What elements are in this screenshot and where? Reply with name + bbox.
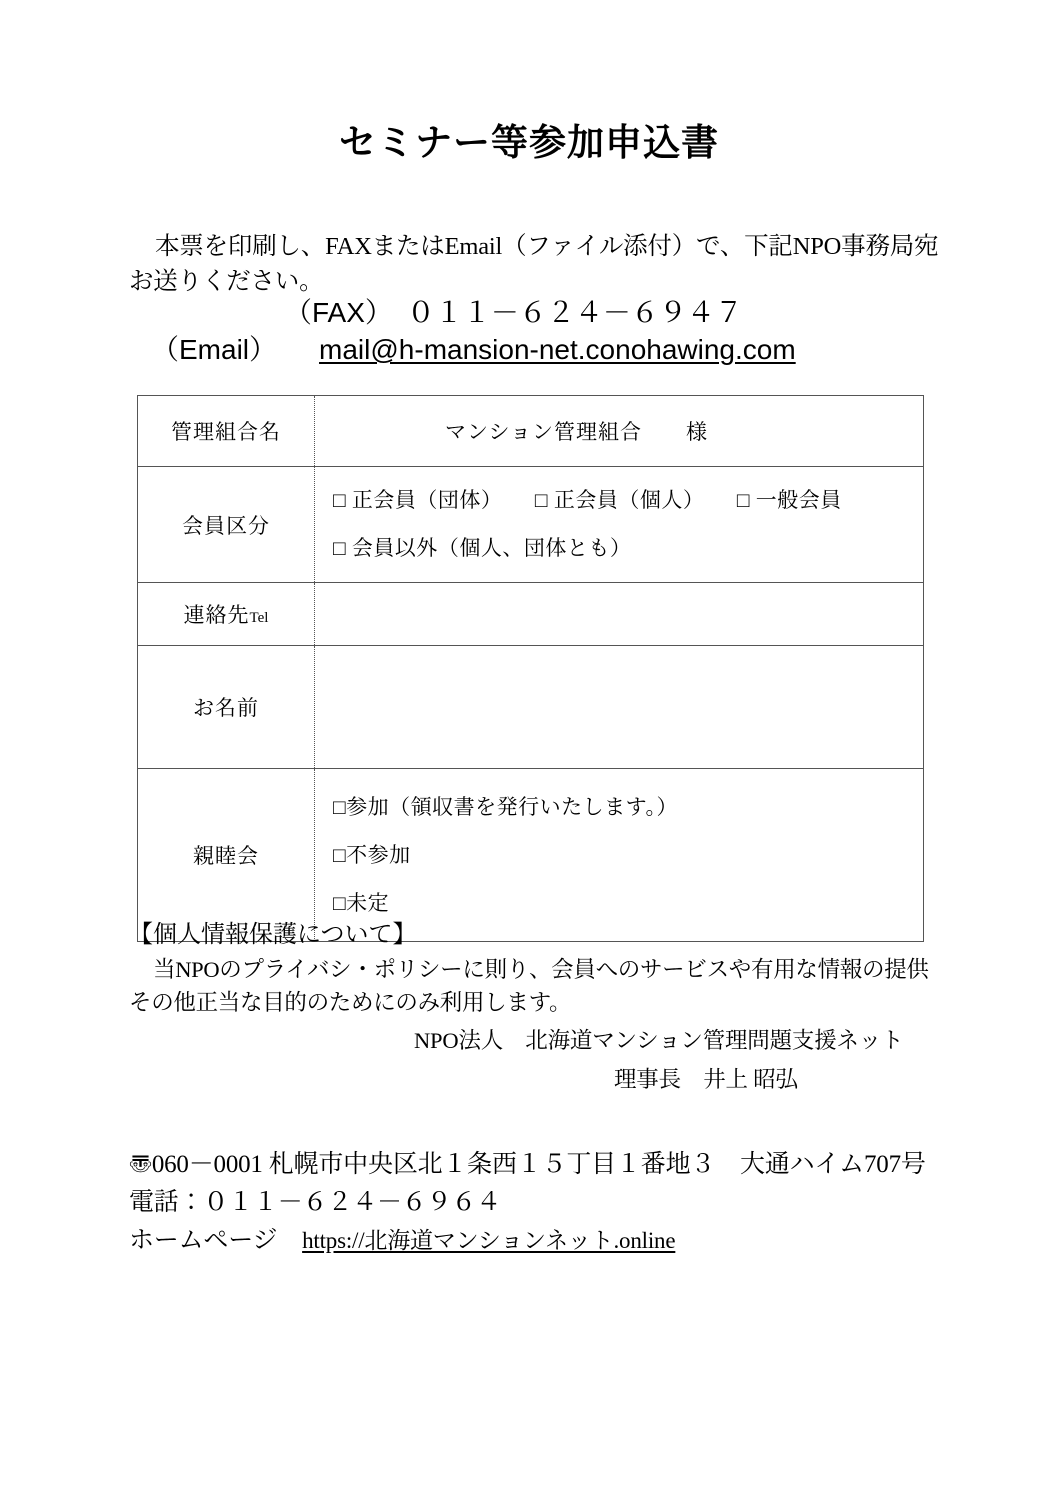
membership-checkbox-line-2[interactable]: □ 会員以外（個人、団体とも） (333, 536, 632, 560)
table-row-contact-tel (138, 583, 924, 646)
row-value-management-association[interactable] (315, 396, 924, 467)
footer-address-block (129, 1146, 959, 1260)
email-line (129, 332, 941, 369)
footer-homepage-line (129, 1222, 959, 1260)
privacy-section (129, 920, 944, 1097)
footer-homepage-label: ホームページ (129, 1227, 303, 1254)
row-label-name: お名前 (138, 646, 315, 769)
row-label-contact-tel (138, 583, 315, 646)
footer-phone-line: 電話：０１１－６２４－６９６４ (129, 1189, 502, 1216)
social-gathering-option-absent[interactable]: □不参加 (333, 842, 411, 867)
social-gathering-option-undecided[interactable]: □未定 (333, 890, 390, 915)
page-title: セミナー等参加申込書 (339, 123, 719, 164)
social-gathering-option-attend[interactable]: □参加（領収書を発行いたします。） (333, 794, 679, 819)
footer-address-line (129, 1146, 959, 1184)
row-label-management-association: 管理組合名 (138, 396, 315, 467)
row-label-social-gathering: 親睦会 (138, 769, 315, 942)
management-association-input-text: マンション管理組合 様 (444, 420, 709, 444)
chairperson-name: 理事長 井上 昭弘 (614, 1066, 798, 1092)
contact-tel-label-main: 連絡先 (183, 603, 250, 627)
membership-checkbox-line-1[interactable]: □ 正会員（団体） □ 正会員（個人） □ 一般会員 (333, 488, 842, 512)
table-row-membership-category (138, 467, 924, 583)
application-form-table (137, 395, 924, 942)
fax-line (129, 295, 941, 332)
footer-homepage-link[interactable]: https://北海道マンションネット.online (302, 1228, 676, 1253)
row-value-membership-category[interactable] (315, 467, 924, 583)
email-label: （Email） (151, 333, 264, 365)
email-gap (263, 334, 319, 365)
row-label-membership-category: 会員区分 (138, 467, 315, 583)
table-row-social-gathering (138, 769, 924, 942)
contact-tel-label-small: Tel (249, 610, 269, 626)
privacy-body-text: 当NPOのプライバシ・ポリシーに則り、会員へのサービスや有用な情報の提供その他正当な目的のためにのみ利用します。 (129, 957, 929, 1015)
fax-label: （FAX） (284, 297, 379, 328)
intro-paragraph: 本票を印刷し、FAXまたはEmail（ファイル添付）で、下記NPO事務局宛お送りください。 (129, 233, 939, 295)
contact-block (129, 295, 941, 369)
contact-tel-input-field[interactable] (315, 583, 924, 646)
name-input-field[interactable] (315, 646, 924, 769)
privacy-heading: 【個人情報保護について】 (129, 922, 417, 948)
footer-address-text: 060－0001 札幌市中央区北１条西１５丁目１番地３ 大通ハイム707号 (151, 1151, 926, 1178)
email-address-link[interactable]: mail@h-mansion-net.conohawing.com (319, 333, 796, 365)
fax-number: ０１１－６２４－６９４７ (378, 297, 743, 328)
table-row-name (138, 646, 924, 769)
postal-mark-icon: 〠 (129, 1152, 152, 1177)
row-value-social-gathering[interactable] (315, 769, 924, 942)
table-row-management-association (138, 396, 924, 467)
organization-name: NPO法人 北海道マンション管理問題支援ネット (414, 1028, 904, 1054)
